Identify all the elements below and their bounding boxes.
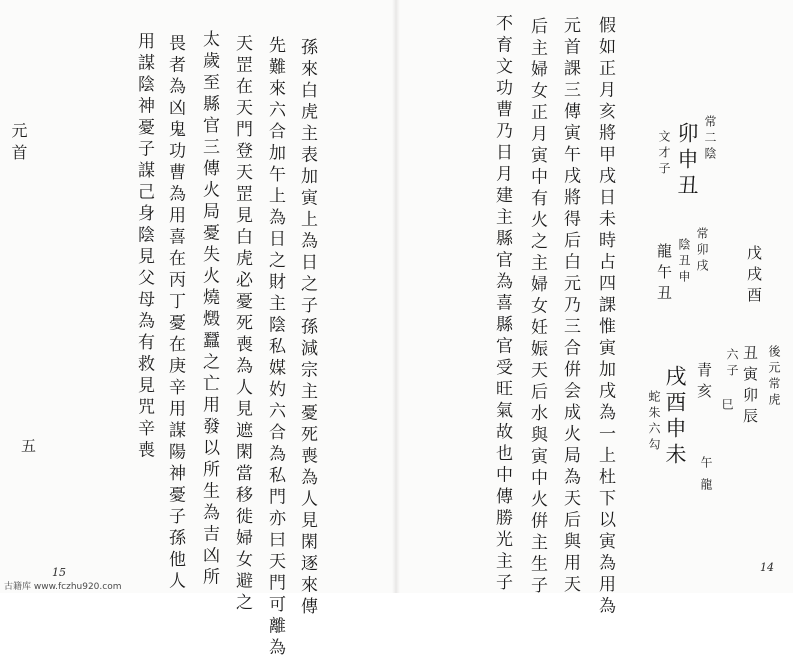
- chart-column: 龍: [699, 478, 713, 494]
- right-text-column-2: 元首課三傳寅午戌將得后白元乃三合倂会成火局為天后與用天: [560, 16, 580, 597]
- left-text-column-4: 太歲至縣官三傳火局憂失火燒燬蠶之亡用發以所生為吉凶所: [199, 30, 219, 589]
- chart-column: 青亥: [695, 362, 713, 404]
- site-watermark: 古籍库 www.fczhu920.com: [4, 582, 122, 592]
- chart-column: 丑寅卯辰: [741, 345, 759, 429]
- left-text-column-3: 天罡在天門登天罡見白虎必憂死喪為人見遮閑當移徙婦女避之: [232, 34, 252, 615]
- chart-column: 六子: [725, 348, 739, 380]
- chart-column: 蛇朱六勾: [647, 390, 661, 454]
- chapter-number: 五: [19, 438, 37, 458]
- left-text-column-2: 先難來六合加午上為日之財主陰私媒妁六合為私門亦曰天門可離為: [265, 36, 285, 660]
- chart-column: 後元常虎: [767, 345, 781, 409]
- chart-column: 常卯戌: [695, 227, 709, 275]
- chart-column: 常二陰: [703, 115, 717, 163]
- right-text-column-3: 后主婦女正月寅中有火之主婦女妊娠天后水與寅中火倂主生子: [527, 17, 547, 598]
- chart-column: 文才子: [657, 130, 671, 178]
- left-text-column-6: 用謀陰神憂子謀己身陰見父母為有救見咒辛喪: [134, 32, 154, 462]
- left-text-column-1: 孫來白虎主表加寅上為日之子孫減宗主憂死喪為人見閑逐來傳: [297, 38, 317, 619]
- chart-column: 卯申丑: [675, 122, 699, 200]
- right-page: [396, 0, 793, 618]
- right-page-number: 14: [760, 561, 774, 574]
- chart-column: 戌酉申未: [663, 365, 687, 469]
- running-title: 元首: [9, 122, 28, 166]
- right-text-column-4: 不育文功曹乃日月建主縣官為喜縣官受旺氣故也中傳勝光主子: [492, 14, 512, 595]
- chart-column: 戊戌酉: [745, 245, 763, 308]
- chart-column: 午: [699, 456, 713, 472]
- chart-column: 陰丑申: [677, 238, 691, 286]
- left-page: [0, 0, 396, 660]
- chart-column: 龍午丑: [655, 243, 673, 306]
- left-text-column-5: 畏者為凶鬼功曹為用喜在丙丁憂在庚辛用謀陽神憂子孫他人: [165, 34, 185, 593]
- left-page-number: 15: [52, 566, 66, 579]
- chart-column: 巳: [720, 398, 734, 414]
- right-text-column-1: 假如正月亥將甲戌日未時占四課惟寅加戌為一上杜下以寅為用為: [595, 16, 615, 618]
